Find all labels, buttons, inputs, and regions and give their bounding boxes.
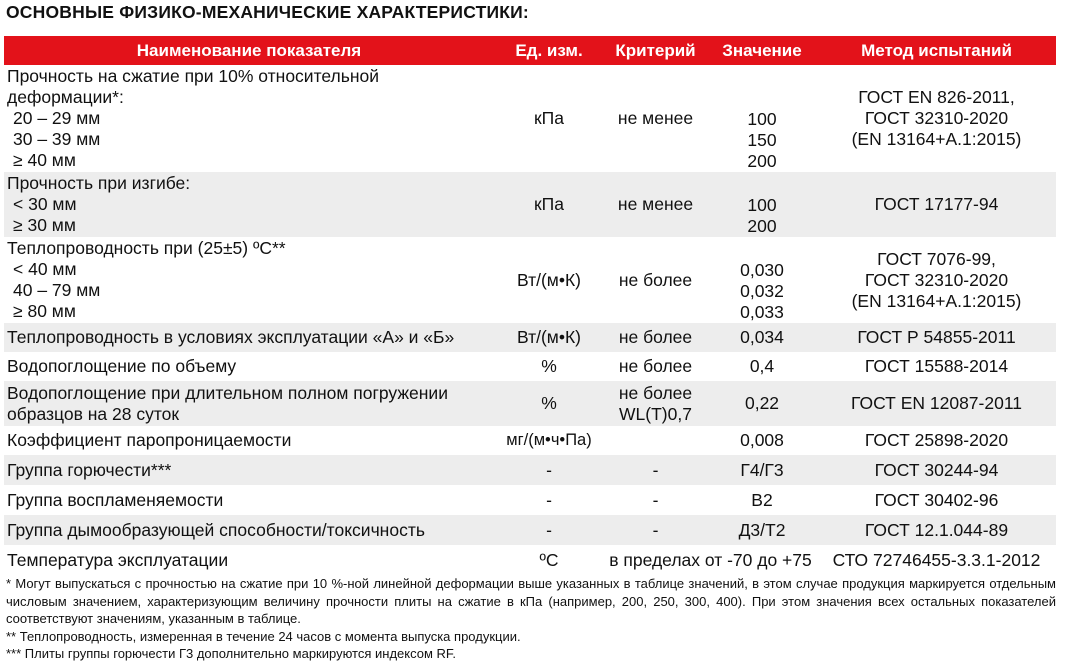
value: 100 [747, 195, 777, 215]
value: 0,032 [740, 281, 784, 301]
unit-cell: % [494, 381, 604, 426]
footnotes [6, 575, 1056, 663]
criterion-cell: не более [618, 269, 693, 290]
method-cell [817, 65, 1056, 172]
param-name-cell [4, 485, 494, 515]
criterion-cell: не менее [617, 108, 694, 128]
param-name: Группа горючести*** [7, 459, 172, 480]
table-row [4, 545, 1056, 575]
table-row [4, 515, 1056, 545]
value-cell: 0,22 [707, 381, 817, 426]
thickness-range: 30 – 39 мм [13, 129, 101, 149]
unit-cell: ºС [539, 549, 559, 570]
table-row [4, 485, 1056, 515]
method-cell: ГОСТ 30244-94 [817, 455, 1056, 485]
param-name-cell [4, 426, 494, 455]
table-row [4, 237, 1056, 323]
value-cell: 0,034 [707, 323, 817, 352]
param-name: Прочность на сжатие при 10% относительной [7, 66, 380, 86]
param-name-cell [4, 323, 494, 352]
method-cell: СТО 72746455-3.3.1-2012 [832, 549, 1041, 570]
thickness-range: ≥ 80 мм [13, 301, 76, 321]
footnote: ** Теплопроводность, измеренная в течение 24 часов с момента выпуска продукции. [6, 628, 521, 644]
param-name: Группа воспламеняемости [7, 489, 224, 510]
unit-cell: % [541, 356, 557, 376]
value: 0,033 [740, 302, 784, 322]
method-cell: ГОСТ 30402-96 [874, 489, 999, 510]
value: 150 [747, 130, 777, 150]
value-cell [707, 237, 817, 323]
criterion-cell [604, 381, 707, 426]
param-name: Водопоглощение по объему [7, 356, 237, 376]
method-cell: ГОСТ 25898-2020 [864, 430, 1009, 450]
value: 200 [747, 151, 777, 171]
table-row [4, 323, 1056, 352]
param-name: Коэффициент паропроницаемости [7, 430, 292, 450]
header-method: Метод испытаний [817, 36, 1056, 65]
unit-cell: мг/(м•ч•Па) [506, 431, 592, 449]
unit-cell: Вт/(м•К) [494, 323, 604, 352]
thickness-range: < 40 мм [13, 259, 77, 279]
method: ГОСТ 32310-2020 [864, 108, 1009, 128]
param-name-cell [4, 172, 494, 237]
method: ГОСТ 32310-2020 [864, 269, 1009, 290]
param-name: образцов на 28 суток [7, 403, 180, 424]
header-unit: Ед. изм. [494, 36, 604, 65]
method-cell: ГОСТ 12.1.044-89 [817, 515, 1056, 545]
criterion-cell: - [652, 489, 659, 510]
unit-cell: кПа [494, 172, 604, 237]
method-cell: ГОСТ EN 12087-2011 [817, 381, 1056, 426]
value-cell: Г4/Г3 [707, 455, 817, 485]
param-name-cell [4, 381, 494, 426]
table-row [4, 426, 1056, 455]
table-row [4, 172, 1056, 237]
thickness-range: 20 – 29 мм [13, 108, 101, 128]
param-name-cell [4, 237, 494, 323]
value-cell: 0,4 [749, 356, 775, 376]
param-name: Прочность при изгибе: [7, 173, 191, 193]
criterion-cell: не менее [604, 172, 707, 237]
value: 0,030 [740, 260, 784, 280]
method-cell [817, 172, 1056, 237]
table-row [4, 455, 1056, 485]
method-cell: ГОСТ Р 54855-2011 [817, 323, 1056, 352]
param-name: Группа дымообразующей способности/токсичность [7, 519, 425, 540]
value: 100 [747, 109, 777, 129]
footnote: * Могут выпускаться с прочностью на сжатие при 10 %-ной линейной деформации выше указанных в таблице значений, в этом случае продукция маркируется отдельным числовым значением, характеризующим величину прочности плиты на сжатие в кПа (например, 200, 250, 300, 400). При этом значения всех остальных показателей соответствуют значениям, указанным в таблице. [6, 576, 1056, 626]
method: ГОСТ EN 826-2011, [858, 87, 1015, 107]
param-name-cell [4, 515, 494, 545]
thickness-range: 40 – 79 мм [13, 280, 101, 300]
param-name-cell [4, 455, 494, 485]
criterion-cell: не более [618, 356, 693, 376]
param-name-cell [4, 545, 494, 575]
unit-cell: кПа [534, 108, 564, 128]
page-title: ОСНОВНЫЕ ФИЗИКО-МЕХАНИЧЕСКИЕ ХАРАКТЕРИСТИКИ: [6, 2, 529, 22]
value-cell: 0,008 [740, 430, 784, 450]
value-cell [707, 172, 817, 237]
header-name: Наименование показателя [4, 36, 494, 65]
unit-cell: Вт/(м•К) [517, 269, 581, 290]
value-cell: Д3/Т2 [707, 515, 817, 545]
thickness-range: ≥ 30 мм [13, 215, 76, 235]
param-name: Теплопроводность в условиях эксплуатации «А» и «Б» [7, 327, 455, 347]
unit-cell: - [494, 515, 604, 545]
criterion: WL(T)0,7 [619, 403, 692, 424]
param-name-cell [4, 352, 494, 381]
method-cell: ГОСТ 15588-2014 [864, 356, 1009, 376]
value: 200 [747, 216, 777, 236]
value-cell [707, 65, 817, 172]
table-row [4, 65, 1056, 172]
method-cell [817, 237, 1056, 323]
criterion-cell: - [604, 455, 707, 485]
table-header-row [4, 36, 1056, 65]
method: ГОСТ 7076-99, [877, 248, 996, 269]
param-name: Водопоглощение при длительном полном погружении [7, 382, 448, 403]
value-cell: В2 [751, 489, 773, 510]
criterion-cell [604, 426, 707, 455]
header-criterion: Критерий [604, 36, 707, 65]
method: (EN 13164+A.1:2015) [851, 290, 1022, 311]
method: ГОСТ 17177-94 [874, 194, 999, 214]
param-name-cell [4, 65, 494, 172]
param-name: Теплопроводность при (25±5) ºС** [7, 238, 286, 258]
thickness-range: ≥ 40 мм [13, 150, 76, 170]
criterion: не более [618, 382, 693, 403]
param-name: Температура эксплуатации [7, 549, 229, 570]
table-row [4, 352, 1056, 381]
range-cell: в пределах от -70 до +75 [609, 549, 812, 570]
unit-cell: - [494, 455, 604, 485]
header-value: Значение [707, 36, 817, 65]
unit-cell: - [546, 489, 552, 510]
characteristics-table [4, 36, 1056, 575]
method: (EN 13164+A.1:2015) [851, 129, 1022, 149]
criterion-cell: - [604, 515, 707, 545]
table-row [4, 381, 1056, 426]
thickness-range: < 30 мм [13, 194, 77, 214]
param-name: деформации*: [7, 87, 124, 107]
criterion-cell: не более [604, 323, 707, 352]
footnote: *** Плиты группы горючести Г3 дополнительно маркируются индексом RF. [6, 646, 457, 661]
